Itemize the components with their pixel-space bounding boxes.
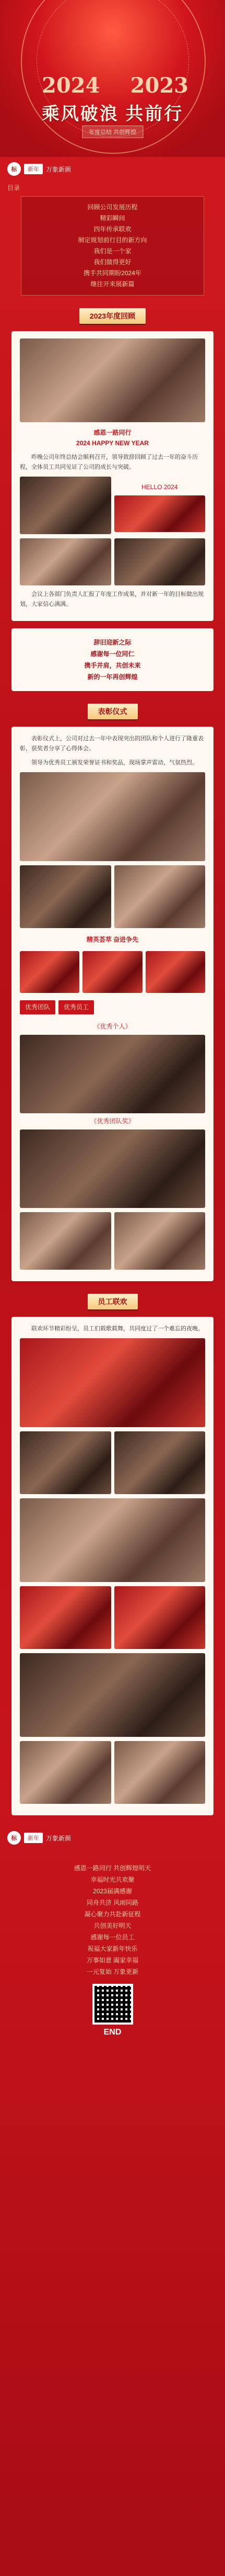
photo[interactable] bbox=[20, 951, 79, 993]
toc-item[interactable]: 四年传承联欢 bbox=[93, 225, 132, 233]
party-paragraph: 联欢环节精彩纷呈，员工们载歌载舞，共同度过了一个难忘的夜晚。 bbox=[31, 1326, 204, 1332]
ceremony-paragraph: 领导为优秀员工颁发荣誉证书和奖品，现场掌声雷动，气氛热烈。 bbox=[31, 760, 198, 766]
poem-line: 感谢每一位同仁 bbox=[90, 650, 135, 658]
greeting-line: 感恩一路同行 bbox=[93, 429, 132, 436]
toc-item[interactable]: 我们是一个家 bbox=[93, 247, 132, 255]
photo[interactable] bbox=[114, 1741, 206, 1804]
hello-caption: HELLO 2024 bbox=[141, 483, 178, 491]
toc-item[interactable]: 精彩瞬间 bbox=[100, 214, 125, 222]
photo-row bbox=[20, 538, 205, 585]
footer-line: 2023届满感谢 bbox=[93, 1888, 132, 1895]
honor-tag: 优秀员工 bbox=[58, 1000, 94, 1014]
toc-item[interactable]: 携手共同期盼2024年 bbox=[84, 269, 141, 277]
photo-row bbox=[20, 1741, 205, 1804]
footer-line: 感恩一路同行 共创辉煌明天 bbox=[74, 1865, 151, 1872]
honor-row bbox=[20, 997, 205, 1018]
photo[interactable] bbox=[114, 1212, 206, 1270]
review-paragraph: 昨晚公司年终总结会顺利召开，领导致辞回顾了过去一年的奋斗历程，全体员工共同见证了公司的成长与突破。 bbox=[20, 454, 198, 470]
hero-banner bbox=[0, 0, 225, 157]
end-label: END bbox=[103, 2028, 122, 2037]
account-bar-bottom bbox=[0, 1826, 225, 1850]
footer-line: 凝心聚力共赴新征程 bbox=[84, 1911, 141, 1918]
meeting-photo[interactable] bbox=[20, 338, 205, 422]
footer-line: 共创美好明天 bbox=[93, 1922, 132, 1929]
account-name[interactable]: 万象新颜 bbox=[46, 165, 72, 173]
honor-tag: 优秀团队 bbox=[20, 1000, 55, 1014]
toc-item[interactable]: 我们做得更好 bbox=[93, 258, 132, 266]
photo[interactable] bbox=[20, 1212, 111, 1270]
toc-label: 目录 bbox=[7, 184, 20, 191]
photo-row bbox=[20, 1586, 205, 1649]
qr-pattern bbox=[94, 1986, 131, 2023]
year-left: 2024 bbox=[42, 73, 100, 98]
section-title: 2023年度回顾 bbox=[79, 308, 146, 324]
party-photo[interactable] bbox=[20, 1498, 205, 1582]
tag-chip[interactable]: 新年 bbox=[24, 164, 43, 174]
photo[interactable] bbox=[20, 1741, 111, 1804]
photo-row bbox=[20, 865, 205, 928]
tag-chip[interactable]: 新年 bbox=[24, 1833, 43, 1843]
greeting-line-en: 2024 HAPPY NEW YEAR bbox=[76, 439, 149, 447]
toc-item[interactable]: 回顾公司发展历程 bbox=[87, 204, 138, 211]
photo-row bbox=[20, 1212, 205, 1270]
section-header-party bbox=[71, 1294, 155, 1309]
photo[interactable] bbox=[114, 495, 206, 532]
poem-card bbox=[11, 628, 214, 691]
section-title: 员工联欢 bbox=[88, 1294, 138, 1309]
ceremony-paragraph: 表彰仪式上，公司对过去一年中表现突出的团队和个人进行了隆重表彰，获奖者分享了心得体会。 bbox=[20, 736, 204, 752]
review-card bbox=[11, 331, 214, 621]
toc-item[interactable]: 继往开来展新篇 bbox=[90, 280, 135, 288]
ceremony-card bbox=[11, 727, 214, 1281]
hero-title: 乘风破浪 共前行 bbox=[41, 104, 184, 124]
footer-line: 一元复始 万象更新 bbox=[86, 1968, 139, 1975]
photo[interactable] bbox=[20, 538, 111, 585]
award-caption: 《优秀团队奖》 bbox=[90, 1117, 135, 1125]
review-paragraph: 会议上各部门负责人汇报了年度工作成果，并对新一年的目标做出规划，大家信心满满。 bbox=[20, 591, 204, 607]
party-photo[interactable] bbox=[20, 1653, 205, 1737]
photo[interactable] bbox=[20, 1586, 111, 1649]
photo[interactable] bbox=[20, 865, 111, 928]
photo[interactable] bbox=[146, 951, 205, 993]
photo-row bbox=[20, 477, 205, 534]
photo[interactable] bbox=[20, 1431, 111, 1494]
party-photo[interactable] bbox=[20, 1338, 205, 1427]
account-name[interactable]: 万象新颜 bbox=[46, 1834, 72, 1842]
photo[interactable] bbox=[114, 1431, 206, 1494]
award-caption: 《优秀个人》 bbox=[93, 1023, 132, 1030]
photo[interactable] bbox=[20, 477, 111, 534]
hero-subtitle: 年度总结 共创辉煌 bbox=[82, 126, 143, 138]
highlight-text: 精英荟萃 奋进争先 bbox=[86, 936, 139, 943]
poem-line: 新的一年再创辉煌 bbox=[87, 673, 138, 681]
hello-block bbox=[114, 477, 206, 534]
ceremony-photo[interactable] bbox=[20, 772, 205, 861]
photo-row bbox=[20, 951, 205, 993]
account-bar bbox=[0, 157, 225, 181]
award-photo[interactable] bbox=[20, 1129, 205, 1208]
qr-code[interactable] bbox=[92, 1984, 133, 2025]
award-photo[interactable] bbox=[20, 1035, 205, 1113]
footer-line: 同舟共济 风雨同路 bbox=[86, 1899, 139, 1906]
logo-icon: 标 bbox=[7, 162, 21, 176]
section-header-review bbox=[71, 308, 155, 324]
footer-line: 万事如意 阖家幸福 bbox=[86, 1957, 139, 1964]
year-right: 2023 bbox=[130, 73, 188, 98]
photo[interactable] bbox=[114, 538, 206, 585]
photo[interactable] bbox=[114, 865, 206, 928]
poem-line: 携手并肩，共创未来 bbox=[84, 662, 141, 669]
section-title: 表彰仪式 bbox=[88, 704, 138, 719]
toc-item[interactable]: 制定规划前行目的新方向 bbox=[78, 236, 147, 244]
party-card bbox=[11, 1317, 214, 1815]
photo[interactable] bbox=[82, 951, 142, 993]
footer-line: 感谢每一位员工 bbox=[90, 1934, 135, 1941]
table-of-contents bbox=[21, 196, 204, 296]
logo-icon: 标 bbox=[7, 1831, 21, 1845]
footer-message bbox=[0, 1862, 225, 1978]
photo-row bbox=[20, 1431, 205, 1494]
poem-line: 辞旧迎新之际 bbox=[93, 639, 132, 646]
footer-line: 幸福时光共欢聚 bbox=[90, 1876, 135, 1883]
footer-line: 祝福大家新年快乐 bbox=[87, 1945, 138, 1952]
photo[interactable] bbox=[114, 1586, 206, 1649]
section-header-ceremony bbox=[71, 704, 155, 719]
